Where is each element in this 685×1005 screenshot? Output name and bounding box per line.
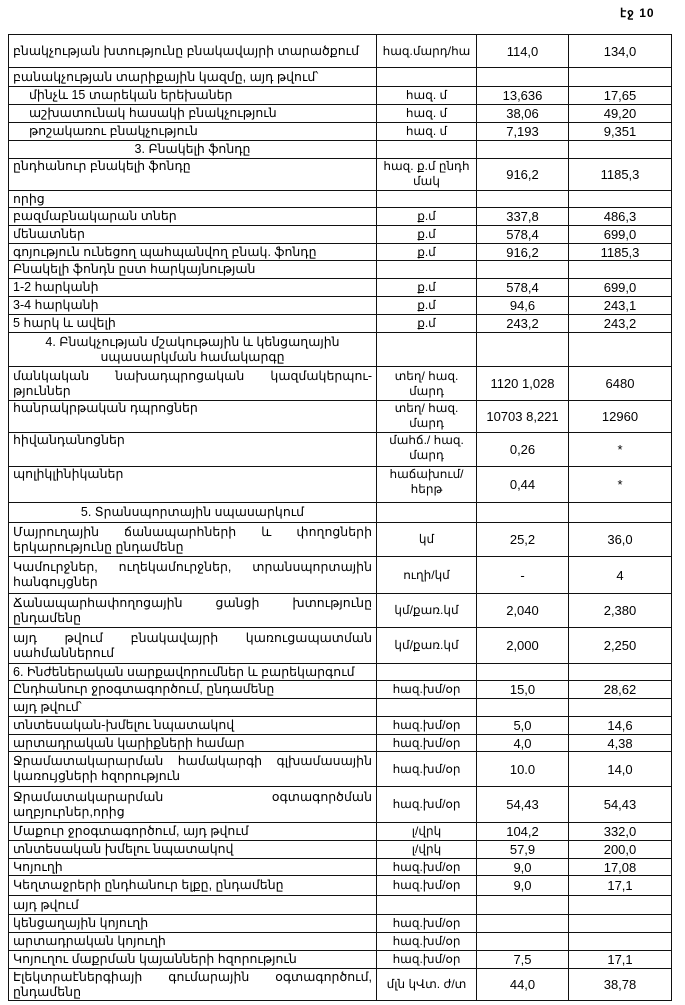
row-label: մենատներ <box>9 226 377 244</box>
row-value-projected: 243,2 <box>569 315 672 333</box>
table-row <box>9 401 672 433</box>
row-label: բանակչության տարիքային կազմը, այդ թվում՝ <box>9 68 377 87</box>
row-value-current: 104,2 <box>477 823 569 841</box>
row-value-projected: 36,0 <box>569 523 672 557</box>
row-value-current: 7,193 <box>477 123 569 141</box>
row-unit: հազ.խմ/օր <box>377 752 477 787</box>
row-value-projected: 4 <box>569 557 672 594</box>
row-value-projected: 6480 <box>569 367 672 401</box>
table-row <box>9 523 672 557</box>
row-unit: ք.մ <box>377 315 477 333</box>
row-value-current: 578,4 <box>477 279 569 297</box>
row-unit: կմ/քառ.կմ <box>377 594 477 628</box>
row-value-projected: 54,43 <box>569 787 672 823</box>
row-value-projected: 38,78 <box>569 969 672 1001</box>
row-value-current <box>477 933 569 951</box>
row-value-projected <box>569 191 672 208</box>
row-unit: ք.մ <box>377 226 477 244</box>
row-value-current: 0,44 <box>477 467 569 503</box>
row-label: այդ թվում <box>9 896 377 915</box>
row-unit <box>377 699 477 717</box>
row-label: որից <box>9 191 377 208</box>
row-label: պոլիկլինիկաներ <box>9 467 377 503</box>
row-value-projected <box>569 699 672 717</box>
table-row <box>9 279 672 297</box>
row-value-current: 7,5 <box>477 951 569 969</box>
row-value-current <box>477 503 569 523</box>
table-row <box>9 896 672 915</box>
row-value-projected <box>569 664 672 681</box>
row-unit: ք.մ <box>377 244 477 261</box>
table-row <box>9 664 672 681</box>
table-row <box>9 717 672 735</box>
row-label: տնտեսական խմելու նպատակով <box>9 841 377 859</box>
row-label: Էլեկտրաէներգիայի գումարային օգտագործում, ընդամենը <box>9 969 377 1001</box>
row-value-projected: 9,351 <box>569 123 672 141</box>
row-unit: ք.մ <box>377 279 477 297</box>
row-unit <box>377 664 477 681</box>
table-row <box>9 105 672 123</box>
row-value-projected: * <box>569 433 672 467</box>
row-label: 6. Ինժեներական սարքավորումներ և բարեկարգում <box>9 664 377 681</box>
row-value-projected: 14,6 <box>569 717 672 735</box>
row-unit <box>377 68 477 87</box>
row-value-current: 44,0 <box>477 969 569 1001</box>
row-value-current <box>477 699 569 717</box>
row-value-current: 10703 8,221 <box>477 401 569 433</box>
table-row <box>9 859 672 876</box>
row-unit: հազ.խմ/օր <box>377 787 477 823</box>
row-label: Կոյուղի <box>9 859 377 876</box>
row-value-current <box>477 141 569 159</box>
row-value-projected: 1185,3 <box>569 159 672 191</box>
table-row <box>9 752 672 787</box>
row-value-current: 2,040 <box>477 594 569 628</box>
row-value-projected: 134,0 <box>569 35 672 68</box>
row-value-current: 243,2 <box>477 315 569 333</box>
row-value-current <box>477 68 569 87</box>
row-value-projected: 699,0 <box>569 279 672 297</box>
row-unit: հազ.խմ/օր <box>377 859 477 876</box>
row-label: Կեղտաջրերի ընդհանուր ելքը, ընդամենը <box>9 876 377 896</box>
row-value-projected <box>569 933 672 951</box>
row-unit: հազ.խմ/օր <box>377 951 477 969</box>
row-value-current: 54,43 <box>477 787 569 823</box>
row-unit: ք.մ <box>377 297 477 315</box>
row-label: կենցաղային կոյուղի <box>9 915 377 933</box>
row-unit: հազ. մ <box>377 105 477 123</box>
row-value-projected: 332,0 <box>569 823 672 841</box>
row-value-current: 578,4 <box>477 226 569 244</box>
table-row <box>9 261 672 279</box>
table-row <box>9 933 672 951</box>
row-value-current: 9,0 <box>477 876 569 896</box>
row-unit: հազ.մարդ/հա <box>377 35 477 68</box>
row-label: Ընդհանուր ջրօգտագործում, ընդամենը <box>9 681 377 699</box>
table-row <box>9 297 672 315</box>
table-row <box>9 87 672 105</box>
row-unit <box>377 261 477 279</box>
row-unit: հազ.խմ/օր <box>377 915 477 933</box>
row-value-current: 15,0 <box>477 681 569 699</box>
row-value-current: 337,8 <box>477 208 569 226</box>
row-label: Ճանապարհափողոցային ցանցի խտությունը ընդամենը <box>9 594 377 628</box>
row-value-projected: * <box>569 467 672 503</box>
section-header-row <box>9 503 672 523</box>
row-unit: լ/վրկ <box>377 823 477 841</box>
table-row <box>9 35 672 68</box>
table-row <box>9 123 672 141</box>
table-row <box>9 969 672 1001</box>
table-row <box>9 191 672 208</box>
table-row <box>9 915 672 933</box>
row-label: արտադրական կոյուղի <box>9 933 377 951</box>
row-value-current: 94,6 <box>477 297 569 315</box>
row-label: գոյություն ունեցող պահպանվող բնակ. ֆոնդը <box>9 244 377 261</box>
row-value-current: 0,26 <box>477 433 569 467</box>
row-value-current: 916,2 <box>477 159 569 191</box>
row-unit: տեղ/ հազ. մարդ <box>377 401 477 433</box>
table-body <box>9 35 672 1001</box>
row-unit: հազ.խմ/օր <box>377 876 477 896</box>
row-value-current <box>477 915 569 933</box>
table-row <box>9 628 672 664</box>
row-value-current <box>477 333 569 367</box>
row-value-projected: 28,62 <box>569 681 672 699</box>
row-label: Կամուրջներ, ուղեկամուրջներ, տրանսպորտային հանգույցներ <box>9 557 377 594</box>
row-unit: հաճախում/ հերթ <box>377 467 477 503</box>
row-unit: տեղ/ հազ. մարդ <box>377 367 477 401</box>
row-value-current: 114,0 <box>477 35 569 68</box>
row-label: ընդհանուր բնակելի ֆոնդը <box>9 159 377 191</box>
row-unit <box>377 503 477 523</box>
row-value-current: 10.0 <box>477 752 569 787</box>
row-value-projected: 699,0 <box>569 226 672 244</box>
table-row <box>9 699 672 717</box>
row-label: արտադրական կարիքների համար <box>9 735 377 752</box>
row-value-projected: 17,65 <box>569 87 672 105</box>
row-value-current <box>477 896 569 915</box>
table-row <box>9 226 672 244</box>
row-label: հիվանդանոցներ <box>9 433 377 467</box>
row-label: 5 հարկ և ավելի <box>9 315 377 333</box>
row-label: մանկական նախադպրոցական կազմակերպու-թյուններ <box>9 367 377 401</box>
table-row <box>9 433 672 467</box>
row-value-current: 916,2 <box>477 244 569 261</box>
row-unit: հազ.խմ/օր <box>377 681 477 699</box>
row-label: Ջրամատակարարման օգտագործման աղբյուրներ,որից <box>9 787 377 823</box>
row-label: 4. Բնակչության մշակութային և կենցաղային սպասարկման համակարգը <box>9 333 377 367</box>
table-row <box>9 208 672 226</box>
table-row <box>9 951 672 969</box>
row-value-current: 25,2 <box>477 523 569 557</box>
row-value-projected: 200,0 <box>569 841 672 859</box>
table-row <box>9 681 672 699</box>
row-unit: ուղի/կմ <box>377 557 477 594</box>
row-unit: հազ.խմ/օր <box>377 933 477 951</box>
row-value-projected <box>569 333 672 367</box>
row-value-current: 5,0 <box>477 717 569 735</box>
row-label: 5. Տրանսպորտային սպասարկում <box>9 503 377 523</box>
table-row <box>9 823 672 841</box>
row-unit: հազ. մ <box>377 123 477 141</box>
row-value-current: 38,06 <box>477 105 569 123</box>
table-row <box>9 244 672 261</box>
row-value-current <box>477 664 569 681</box>
row-value-projected <box>569 68 672 87</box>
row-unit: կմ <box>377 523 477 557</box>
row-unit: հազ. մ <box>377 87 477 105</box>
table-row <box>9 787 672 823</box>
row-value-projected <box>569 915 672 933</box>
row-label: այդ թվում բնակավայրի կառուցապատման սահմաններում <box>9 628 377 664</box>
row-label: Մաքուր ջրօգտագործում, այդ թվում <box>9 823 377 841</box>
row-label: հանրակրթական դպրոցներ <box>9 401 377 433</box>
row-value-current: 57,9 <box>477 841 569 859</box>
row-value-current: 2,000 <box>477 628 569 664</box>
table-row <box>9 367 672 401</box>
row-unit <box>377 141 477 159</box>
row-unit <box>377 333 477 367</box>
row-value-projected: 2,380 <box>569 594 672 628</box>
table-row <box>9 735 672 752</box>
row-value-current: 4,0 <box>477 735 569 752</box>
row-label: Ջրամատակարարման համակարգի գլխամասային կառույցների հզորություն <box>9 752 377 787</box>
row-unit <box>377 896 477 915</box>
row-label: Կոյուղու մաքրման կայանների հզորություն <box>9 951 377 969</box>
row-label: 3. Բնակելի ֆոնդը <box>9 141 377 159</box>
row-label: թոշակառու բնակչություն <box>9 123 377 141</box>
table-row <box>9 467 672 503</box>
row-value-projected: 1185,3 <box>569 244 672 261</box>
row-value-projected <box>569 141 672 159</box>
row-label: բազմաբնակարան տներ <box>9 208 377 226</box>
row-unit: հազ. ք.մ ընդհ մակ <box>377 159 477 191</box>
row-label: այդ թվում՝ <box>9 699 377 717</box>
page-number: էջ 10 <box>620 6 655 20</box>
row-label: աշխատունակ հասակի բնակչություն <box>9 105 377 123</box>
row-value-current: - <box>477 557 569 594</box>
row-value-projected: 17,08 <box>569 859 672 876</box>
row-value-projected <box>569 896 672 915</box>
row-unit <box>377 191 477 208</box>
row-label: 1-2 հարկանի <box>9 279 377 297</box>
row-value-projected: 4,38 <box>569 735 672 752</box>
row-value-projected <box>569 261 672 279</box>
row-unit: մլն կՎտ. ժ/տ <box>377 969 477 1001</box>
row-unit: լ/վրկ <box>377 841 477 859</box>
row-value-current <box>477 191 569 208</box>
row-value-current <box>477 261 569 279</box>
section-header-row <box>9 333 672 367</box>
row-unit: ք.մ <box>377 208 477 226</box>
table-row <box>9 68 672 87</box>
row-unit: հազ.խմ/օր <box>377 735 477 752</box>
row-label: տնտեսական-խմելու նպատակով <box>9 717 377 735</box>
row-unit: հազ.խմ/օր <box>377 717 477 735</box>
table-row <box>9 159 672 191</box>
indicators-table <box>8 34 672 1001</box>
row-value-projected <box>569 503 672 523</box>
section-header-row <box>9 141 672 159</box>
row-value-projected: 486,3 <box>569 208 672 226</box>
row-value-projected: 2,250 <box>569 628 672 664</box>
row-label: Բնակելի ֆոնդն ըստ հարկայնության <box>9 261 377 279</box>
row-label: բնակչության խտությունը բնակավայրի տարածքում <box>9 35 377 68</box>
row-value-current: 13,636 <box>477 87 569 105</box>
table-row <box>9 315 672 333</box>
table-row <box>9 594 672 628</box>
row-value-current: 9,0 <box>477 859 569 876</box>
row-value-projected: 12960 <box>569 401 672 433</box>
row-value-projected: 17,1 <box>569 876 672 896</box>
row-value-projected: 49,20 <box>569 105 672 123</box>
row-unit: մահճ./ հազ. մարդ <box>377 433 477 467</box>
table-row <box>9 876 672 896</box>
table-row <box>9 557 672 594</box>
row-label: 3-4 հարկանի <box>9 297 377 315</box>
row-label: մինչև 15 տարեկան երեխաներ <box>9 87 377 105</box>
row-value-projected: 17,1 <box>569 951 672 969</box>
row-value-current: 1120 1,028 <box>477 367 569 401</box>
row-value-projected: 243,1 <box>569 297 672 315</box>
table-row <box>9 841 672 859</box>
row-label: Մայրուղային ճանապարհների և փողոցների երկարությունը ընդամենը <box>9 523 377 557</box>
row-unit: կմ/քառ.կմ <box>377 628 477 664</box>
row-value-projected: 14,0 <box>569 752 672 787</box>
